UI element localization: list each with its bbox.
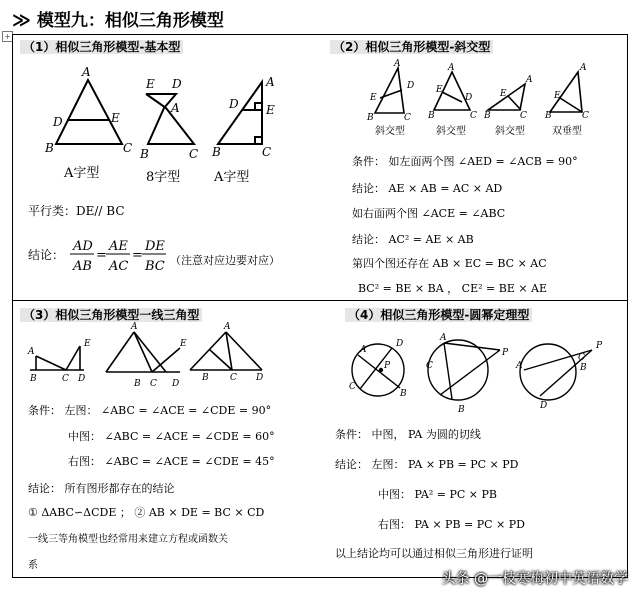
c2-label: C [189, 147, 199, 161]
frac1-den: AB [73, 259, 92, 274]
svg-text:B: B [484, 111, 491, 121]
frac2-num: AE [109, 239, 128, 254]
svg-text:E: E [436, 85, 443, 95]
s3-condition-middle: 中图： ∠ABC = ∠ACE = ∠CDE = 60° [68, 430, 275, 443]
s2-condition: 条件： 如左面两个图 ∠AED = ∠ACB = 90° [352, 155, 578, 168]
svg-text:B: B [458, 405, 465, 415]
svg-text:D: D [407, 81, 415, 91]
svg-text:D: D [78, 374, 86, 384]
svg-text:A: A [580, 63, 587, 73]
svg-text:C: C [349, 382, 356, 392]
parallel-condition: 平行类：DE// BC [28, 204, 125, 218]
svg-text:D: D [465, 93, 473, 103]
svg-text:P: P [502, 348, 509, 358]
caption-8-shape: 8字型 [146, 170, 181, 185]
svg-text:C: C [520, 111, 527, 121]
svg-text:D: D [396, 339, 404, 349]
svg-text:B: B [30, 374, 37, 384]
a2-label: A [171, 101, 180, 115]
svg-text:A: A [440, 333, 447, 343]
svg-text:A: A [28, 347, 35, 357]
svg-text:E: E [370, 93, 377, 103]
svg-text:C: C [470, 111, 477, 121]
s3-conclusion-label: 结论： 所有图形都存在的结论 [28, 482, 175, 495]
d2-label: D [172, 77, 182, 91]
svg-text:B: B [202, 373, 209, 383]
e3-label: E [266, 103, 275, 117]
section3-title: （3）相似三角形模型一线三角型 [20, 306, 202, 323]
s3-note: 一线三等角模型也经常用来建立方程或函数关 [28, 534, 228, 545]
a1-label: A [82, 65, 91, 79]
svg-text:E: E [180, 339, 187, 349]
svg-text:P: P [384, 361, 391, 371]
caption-oblique-3: 斜交型 [495, 126, 525, 137]
e1-label: E [111, 111, 120, 125]
s4-note: 以上结论均可以通过相似三角形进行证明 [335, 547, 533, 560]
frac1-num: AD [73, 239, 93, 254]
section4-title: （4）相似三角形模型-圆幂定理型 [345, 306, 532, 323]
svg-text:A: A [131, 322, 138, 332]
conclusion-label: 结论： [28, 248, 65, 262]
svg-text:E: E [554, 91, 561, 101]
caption-oblique-1: 斜交型 [375, 126, 405, 137]
svg-text:C: C [150, 379, 157, 389]
conclusion-note: （注意对应边要对应） [170, 254, 280, 267]
svg-text:A: A [360, 345, 367, 355]
svg-text:P: P [596, 341, 603, 351]
svg-text:C: C [578, 353, 585, 363]
s3-condition-right: 右图： ∠ABC = ∠ACE = ∠CDE = 45° [68, 455, 275, 468]
title-text: 模型九：相似三角形模型 [36, 11, 224, 31]
svg-text:D: D [256, 373, 264, 383]
c3-label: C [262, 145, 272, 159]
s2-fourth-figure-2: BC² = BE × BA ， CE² = BE × AE [358, 282, 548, 295]
s3-conclusion: ① ΔABC∽ΔCDE ； ② AB × DE = BC × CD [28, 506, 265, 519]
s4-conclusion-middle: 中图： PA² = PC × PB [378, 488, 497, 501]
b3-label: B [212, 145, 221, 159]
e2-label: E [146, 77, 155, 91]
c1-label: C [123, 141, 133, 155]
frac3-den: BC [145, 259, 165, 274]
svg-text:A: A [224, 322, 231, 332]
s4-condition: 条件： 中图， PA 为圆的切线 [335, 428, 481, 441]
svg-text:B: B [134, 379, 141, 389]
d3-label: D [229, 97, 239, 111]
caption-a-shape-right: A字型 [214, 170, 250, 185]
svg-text:A: A [526, 75, 533, 85]
svg-text:A: A [448, 63, 455, 73]
eq1: = [96, 248, 107, 263]
table-move-handle-icon[interactable]: + [2, 31, 13, 42]
svg-text:B: B [580, 363, 587, 373]
svg-text:D: D [540, 401, 548, 411]
svg-text:B: B [400, 389, 407, 399]
svg-text:C: C [582, 111, 589, 121]
section1-title: （1）相似三角形模型-基本型 [20, 38, 183, 55]
s3-condition-left: 条件： 左图： ∠ABC = ∠ACE = ∠CDE = 90° [28, 404, 272, 417]
s2-fourth-figure: 第四个图还存在 AB × EC = BC × AC [352, 257, 547, 270]
eq2: = [132, 248, 143, 263]
s2-condition-right: 如右面两个图 ∠ACE = ∠ABC [352, 207, 506, 220]
a3-label: A [266, 75, 275, 89]
svg-text:B: B [428, 111, 435, 121]
svg-text:C: C [426, 361, 433, 371]
title-arrow-icon: ≫ [12, 10, 31, 31]
svg-text:B: B [545, 111, 552, 121]
s4-conclusion-right: 右图： PA × PB = PC × PD [378, 518, 525, 531]
caption-oblique-2: 斜交型 [436, 126, 466, 137]
s2-conclusion-1: 结论： AE × AB = AC × AD [352, 182, 503, 195]
caption-a-shape: A字型 [64, 166, 100, 181]
svg-text:D: D [172, 379, 180, 389]
b2-label: B [140, 147, 149, 161]
s3-note-cont: 系 [28, 560, 38, 571]
watermark: 头条 @一枝寒梅初中英语数学 [441, 571, 628, 587]
svg-text:C: C [230, 373, 237, 383]
svg-text:C: C [62, 374, 69, 384]
section2-title: （2）相似三角形模型-斜交型 [330, 38, 493, 55]
s2-conclusion-2: 结论： AC² = AE × AB [352, 233, 474, 246]
svg-text:A: A [394, 59, 401, 69]
power-of-point-figure-middle [428, 340, 500, 400]
s4-conclusion-left: 结论： 左图： PA × PB = PC × PD [335, 458, 519, 471]
svg-text:E: E [84, 339, 91, 349]
svg-text:A: A [516, 361, 523, 371]
d1-label: D [53, 115, 63, 129]
svg-text:B: B [367, 113, 374, 123]
frac3-num: DE [145, 239, 165, 254]
caption-double-perpendicular: 双垂型 [552, 126, 582, 137]
b1-label: B [45, 141, 54, 155]
frac2-den: AC [109, 259, 129, 274]
svg-text:E: E [500, 89, 507, 99]
svg-text:C: C [404, 113, 411, 123]
